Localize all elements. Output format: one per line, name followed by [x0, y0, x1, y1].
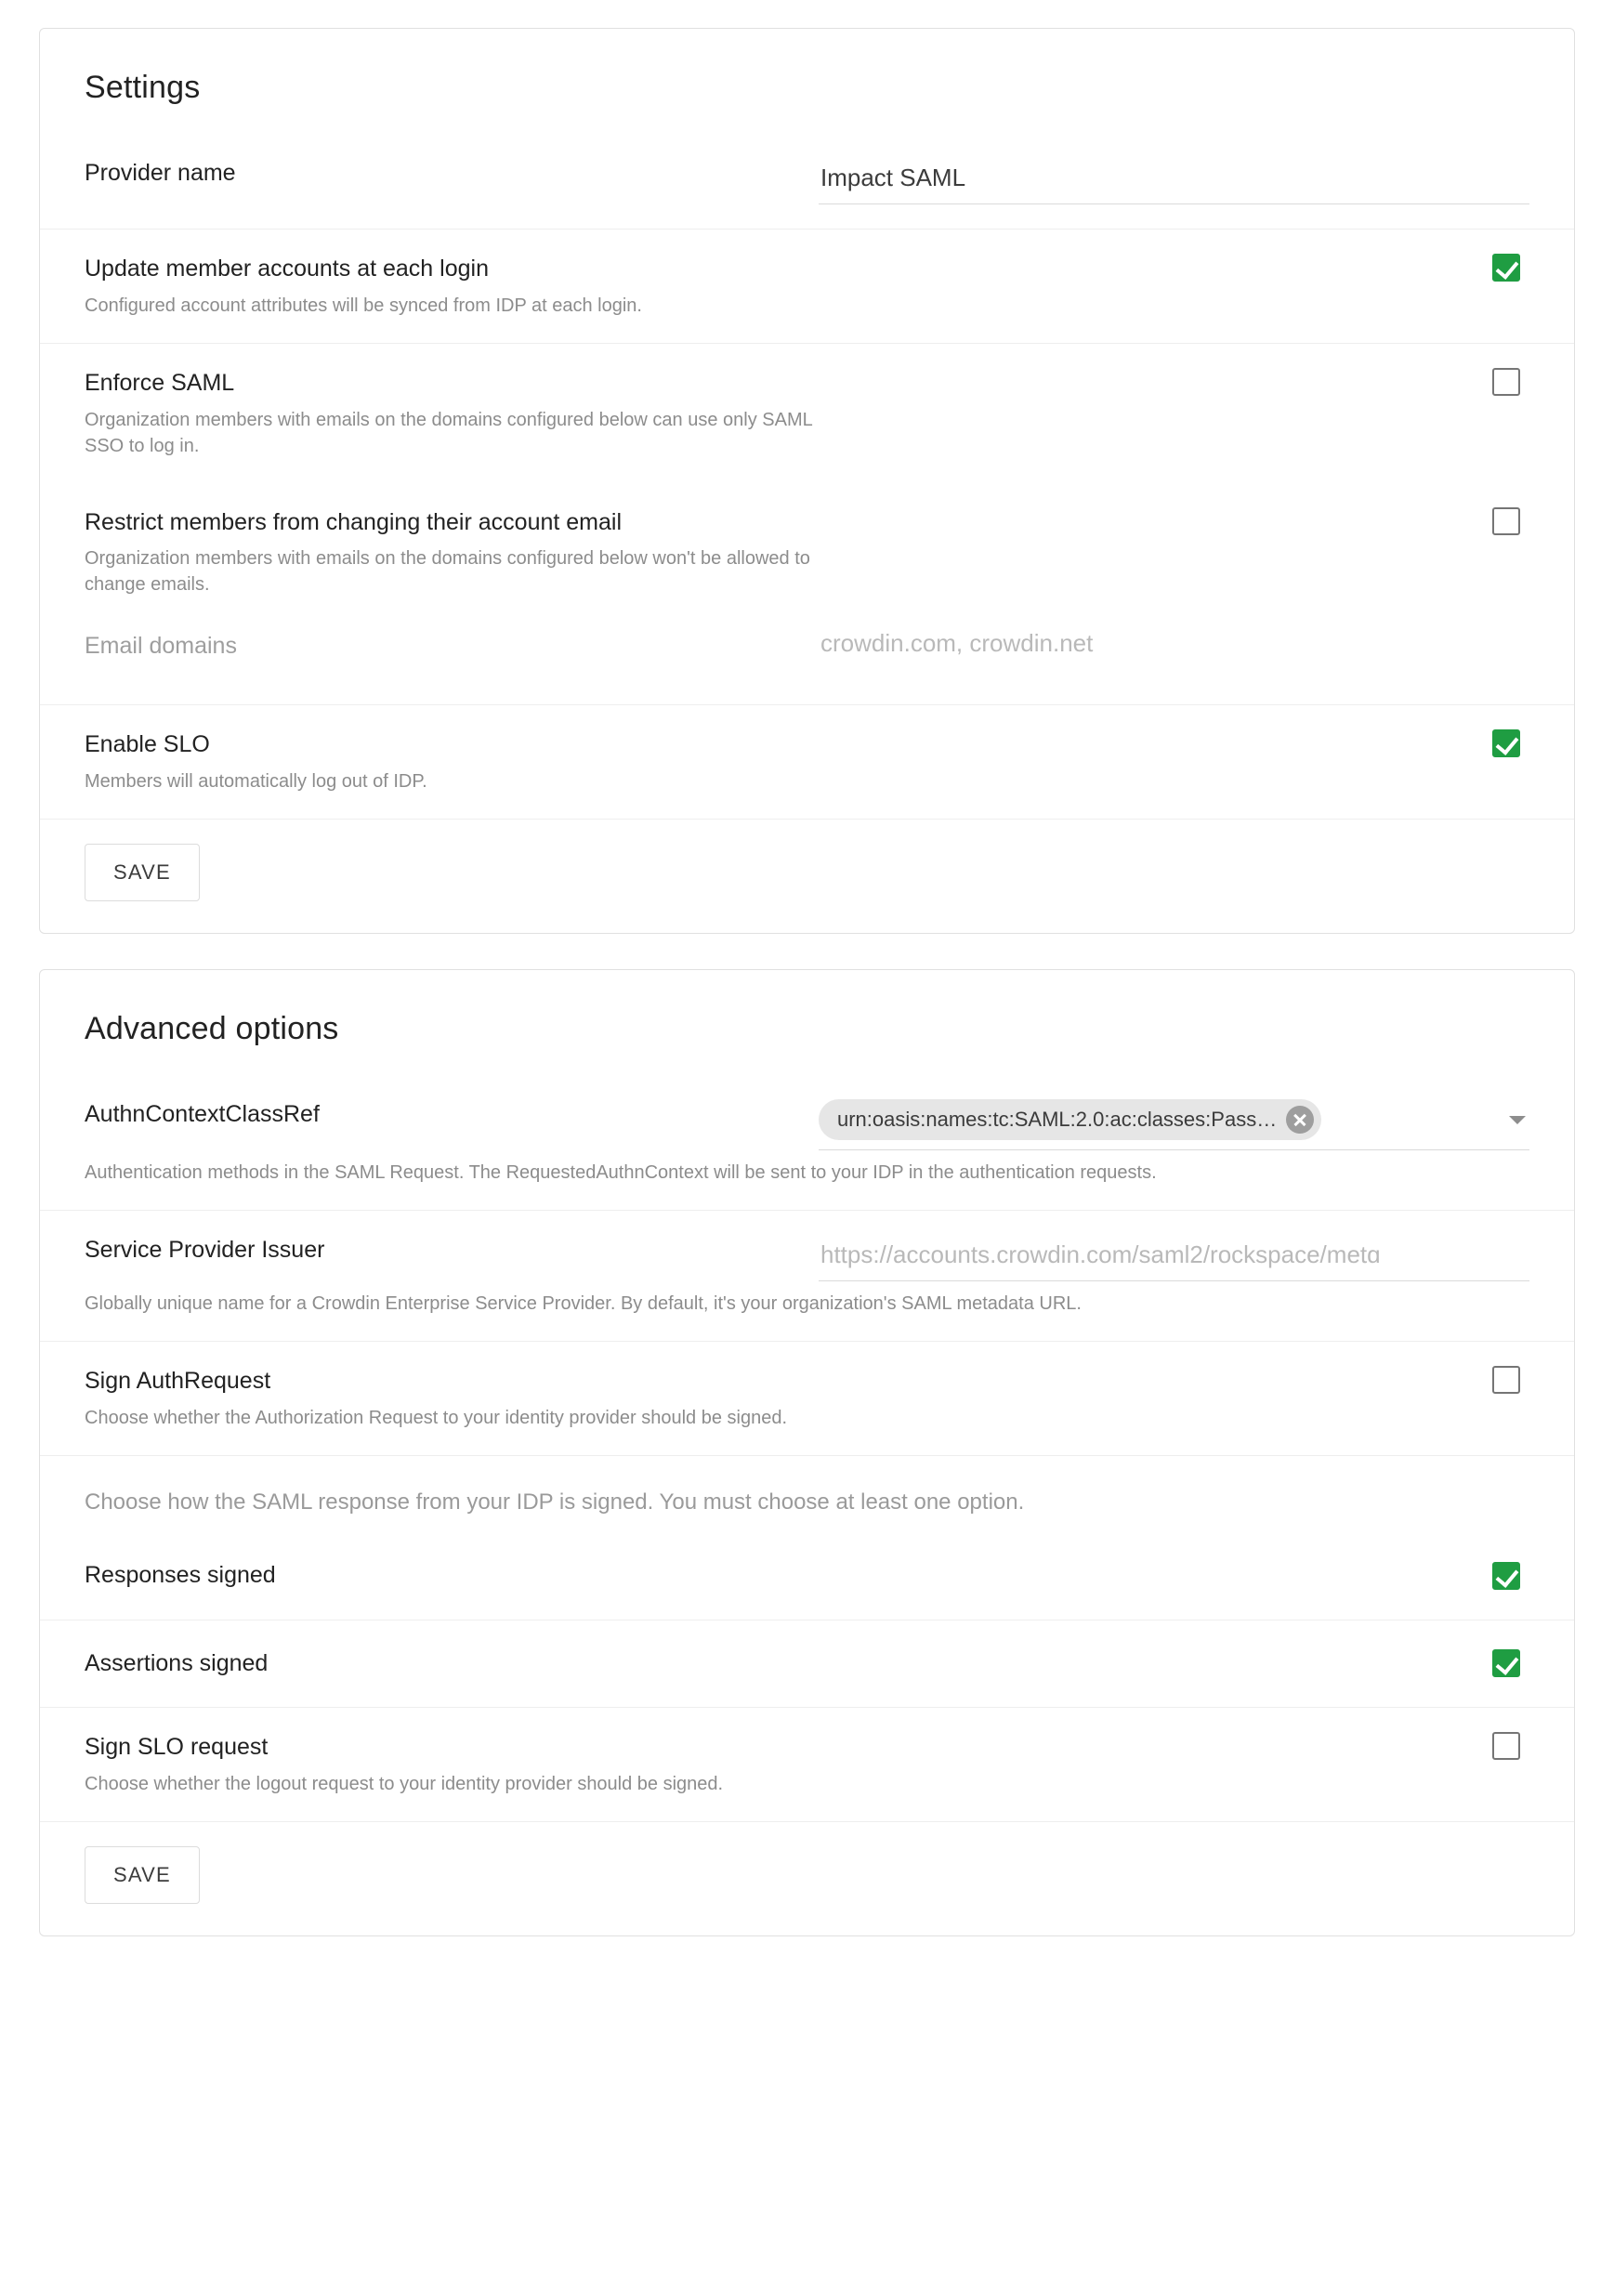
update-member-accounts-row	[40, 229, 1574, 343]
restrict-email-change-desc: Organization members with emails on the domains configured below won't be allowed to change emails.	[85, 548, 810, 596]
assertions-signed-row	[40, 1620, 1574, 1708]
settings-card-title: Settings	[85, 70, 201, 105]
sign-slo-checkbox[interactable]	[1492, 1732, 1520, 1760]
advanced-save-row	[40, 1821, 1574, 1935]
close-icon[interactable]	[1286, 1106, 1314, 1134]
enforce-saml-row	[40, 343, 1574, 483]
sp-issuer-helper: Globally unique name for a Crowdin Enterprise Service Provider. By default, it's your organization's SAML metadata URL.	[85, 1293, 1082, 1314]
sign-authrequest-checkbox[interactable]	[1492, 1366, 1520, 1394]
authn-context-select[interactable]	[819, 1099, 1529, 1150]
restrict-email-change-label: Restrict members from changing their account email	[85, 508, 623, 535]
sign-slo-label: Sign SLO request	[85, 1734, 269, 1761]
update-member-accounts-label: Update member accounts at each login	[85, 256, 489, 282]
chevron-down-icon[interactable]	[1509, 1116, 1526, 1124]
update-member-accounts-desc: Configured account attributes will be synced from IDP at each login.	[85, 295, 642, 316]
restrict-email-change-row	[40, 483, 1574, 604]
provider-name-input[interactable]	[819, 158, 1529, 204]
enable-slo-row	[40, 704, 1574, 819]
provider-name-row	[40, 134, 1574, 229]
settings-save-row	[40, 819, 1574, 933]
responses-signed-checkbox[interactable]	[1492, 1562, 1520, 1590]
email-domains-label: Email domains	[85, 632, 237, 659]
responses-signed-label: Responses signed	[85, 1561, 276, 1588]
authn-context-row	[40, 1075, 1574, 1160]
enforce-saml-desc: Organization members with emails on the domains configured below can use only SAML SSO to log in.	[85, 409, 812, 456]
sp-issuer-input[interactable]	[819, 1235, 1529, 1281]
responses-signed-row	[40, 1532, 1574, 1620]
sign-authrequest-desc: Choose whether the Authorization Request to your identity provider should be signed.	[85, 1407, 788, 1428]
enforce-saml-label: Enforce SAML	[85, 369, 235, 396]
sign-slo-row	[40, 1707, 1574, 1821]
email-domains-input[interactable]	[819, 623, 1529, 669]
authn-context-label: AuthnContextClassRef	[85, 1101, 320, 1127]
sign-authrequest-label: Sign AuthRequest	[85, 1368, 271, 1394]
sp-issuer-row	[40, 1210, 1574, 1291]
settings-save-button[interactable]: SAVE	[85, 844, 200, 901]
enable-slo-checkbox[interactable]	[1492, 729, 1520, 757]
authn-context-chip[interactable]	[819, 1099, 1321, 1140]
assertions-signed-checkbox[interactable]	[1492, 1649, 1520, 1677]
advanced-save-button[interactable]: SAVE	[85, 1846, 200, 1904]
assertions-signed-label: Assertions signed	[85, 1649, 269, 1676]
enable-slo-label: Enable SLO	[85, 731, 210, 758]
advanced-options-title: Advanced options	[85, 1011, 339, 1046]
restrict-email-change-checkbox[interactable]	[1492, 507, 1520, 535]
sp-issuer-label: Service Provider Issuer	[85, 1237, 325, 1263]
enable-slo-desc: Members will automatically log out of IDP.	[85, 771, 427, 792]
provider-name-label: Provider name	[85, 160, 236, 186]
authn-context-chip-label: urn:oasis:names:tc:SAML:2.0:ac:classes:Pass…	[837, 1108, 1278, 1131]
advanced-options-card	[39, 969, 1575, 1936]
signing-note: Choose how the SAML response from your IDP is signed. You must choose at least one option.	[40, 1455, 1574, 1532]
sign-authrequest-row	[40, 1341, 1574, 1455]
update-member-accounts-checkbox[interactable]	[1492, 254, 1520, 282]
enforce-saml-checkbox[interactable]	[1492, 368, 1520, 396]
email-domains-row	[40, 603, 1574, 704]
sign-slo-desc: Choose whether the logout request to your identity provider should be signed.	[85, 1774, 724, 1794]
settings-card	[39, 28, 1575, 934]
authn-context-helper: Authentication methods in the SAML Request. The RequestedAuthnContext will be sent to your IDP in the authentication requests.	[85, 1162, 1157, 1183]
